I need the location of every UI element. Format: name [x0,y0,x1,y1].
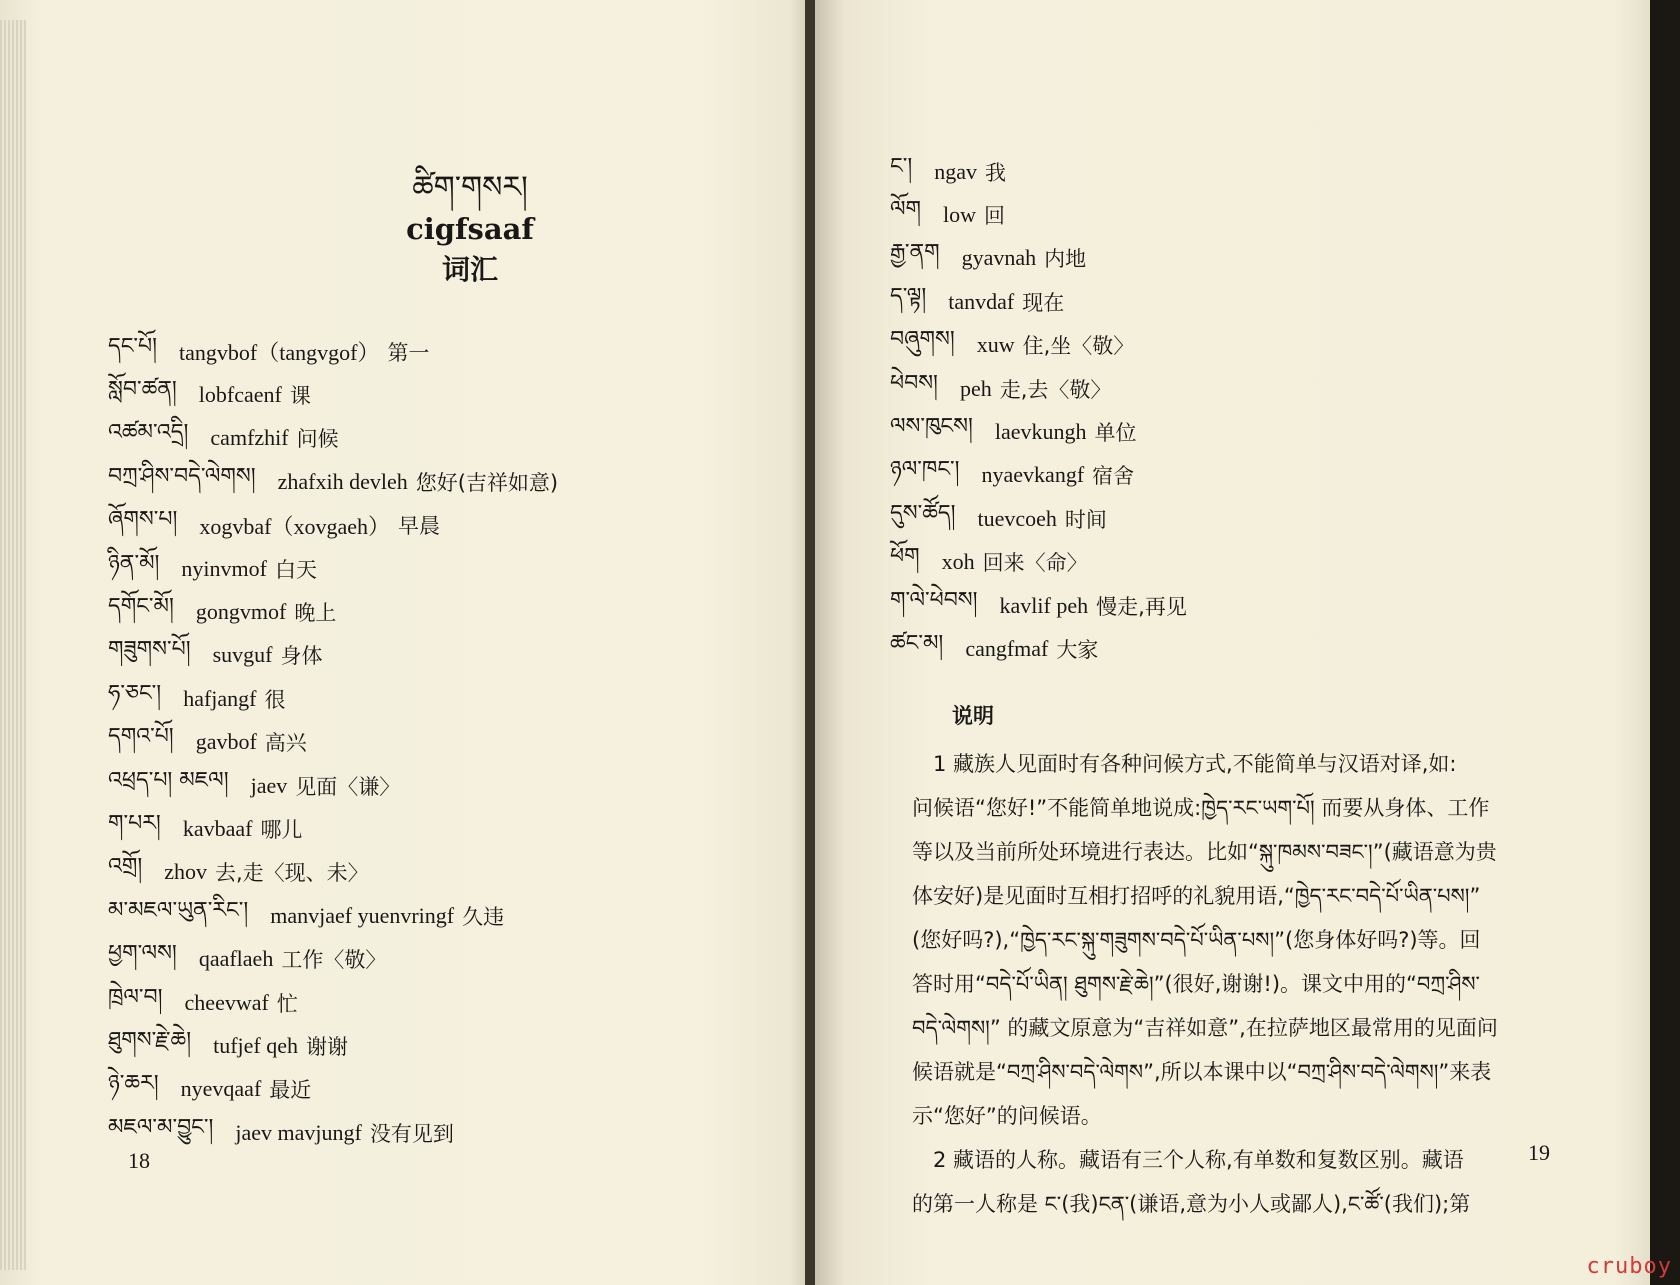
notes-line: 等以及当前所处环境进行表达。比如“སྐུ་ཁམས་བཟང་།”(藏语意为贵 [912,840,1497,864]
vocab-transliteration: hafjangf [183,685,257,711]
page-number-right: 19 [1528,1140,1550,1165]
vocab-entry [890,324,1630,367]
vocab-entry [108,373,788,416]
vocab-chinese: 住,坐〈敬〉 [1022,334,1135,359]
vocab-chinese: 课 [289,384,311,409]
vocab-transliteration: gavbof [195,729,257,755]
vocab-entry [890,367,1630,410]
vocab-tibetan: ལོག [890,197,922,223]
vocab-entry [108,894,788,937]
vocab-chinese: 现在 [1022,290,1065,315]
page-number-left: 18 [128,1148,150,1173]
page-edges-right [1650,0,1680,1285]
vocab-tibetan: ཕྱག་ལས། [108,941,177,967]
vocab-entry [890,280,1630,323]
vocab-entry [890,584,1630,627]
vocab-transliteration: low [943,202,977,228]
vocab-tibetan: ག་ལེ་ཕེབས། [890,587,978,613]
vocab-tibetan: ག་པར། [108,811,161,836]
vocab-entry [108,330,788,373]
vocab-tibetan: དུས་ཚོད། [890,500,956,526]
notes-line: བདེ་ལེགས།” 的藏文原意为“吉祥如意”,在拉萨地区最常用的见面问 [912,1016,1498,1040]
title-tibetan: ཚིག་གསར། [412,170,528,205]
vocab-entry [108,764,788,807]
vocab-chinese: 早晨 [397,514,440,539]
vocab-chinese: 我 [984,160,1006,185]
vocab-entry [108,677,788,720]
vocab-tibetan: ཕོག [890,544,920,570]
vocab-chinese: 晚上 [294,601,337,626]
vocab-transliteration: xoh [941,549,975,575]
vocab-transliteration: ngav [934,158,977,184]
vocab-chinese: 慢走,再见 [1096,594,1187,619]
vocab-tibetan: འཕྲད་པ། མཇལ། [108,767,229,793]
vocab-transliteration: xogvbaf（xovgaeh） [199,513,390,539]
vocab-chinese: 去,走〈现、未〉 [215,861,369,886]
vocab-transliteration: kavbaaf [182,815,253,841]
vocab-transliteration: nyinvmof [181,555,267,581]
vocab-transliteration: kavlif peh [999,592,1089,618]
vocab-chinese: 内地 [1044,247,1087,272]
vocab-chinese: 很 [264,687,286,712]
vocabulary-list-left [108,330,788,1154]
vocab-chinese: 宿舍 [1092,464,1135,489]
vocab-transliteration: camfzhif [210,425,289,451]
notes-line: 问候语“您好!”不能简单地说成:ཁྱེད་རང་ཡག་པོ། 而要从身体、工作 [912,796,1490,820]
page-edges-left [0,20,26,1270]
vocab-transliteration: lobfcaenf [198,382,282,408]
vocab-chinese: 大家 [1056,637,1099,662]
notes-heading: 说明 [952,704,994,728]
vocab-tibetan: ད་ལྟ། [890,283,927,309]
vocab-entry [108,460,788,503]
vocab-chinese: 哪儿 [260,817,303,842]
vocab-transliteration: peh [959,375,992,401]
vocab-transliteration: suvguf [212,642,273,668]
vocab-transliteration: nyaevkangf [981,462,1085,488]
vocab-transliteration: xuw [976,332,1015,358]
vocab-transliteration: jaev mavjungf [235,1119,362,1145]
vocab-tibetan: བཀྲ་ཤིས་བདེ་ལེགས། [108,463,256,489]
vocab-transliteration: tangvbof（tangvgof） [179,340,380,366]
notes-line: 示“您好”的问候语。 [912,1104,1102,1128]
vocab-tibetan: ཁྲེལ་བ། [108,984,163,1010]
vocab-chinese: 问候 [296,427,339,452]
vocab-transliteration: tufjef qeh [213,1032,299,1058]
vocab-entry [108,547,788,590]
notes-line: 1 藏族人见面时有各种问候方式,不能简单与汉语对译,如: [912,752,1457,776]
vocab-tibetan: དགའ་པོ། [108,724,174,750]
vocab-tibetan: ཐུགས་རྗེ་ཆེ། [108,1027,192,1053]
vocab-tibetan: ཚང་མ། [890,631,944,656]
vocab-tibetan: ང་། [890,153,913,179]
vocab-transliteration: nyevqaaf [180,1076,262,1102]
vocab-chinese: 白天 [274,557,317,582]
vocab-tibetan: ཞོགས་པ། [108,507,178,533]
vocab-transliteration: zhov [164,859,207,885]
notes-line: 的第一人称是 ང་(我)ངན་(谦语,意为小人或鄙人),ང་ཚོ་(我们);第 [912,1192,1471,1216]
vocabulary-list-right [890,150,1630,671]
notes-line: 答时用“བདེ་པོ་ཡིན། ཐུགས་རྗེ་ཆེ།”(很好,谢谢!)。课文中用的“བཀྲ་ཤིས་ [912,972,1480,996]
vocab-entry [890,497,1630,540]
vocab-chinese: 身体 [280,644,323,669]
vocab-transliteration: manvjaef yuenvringf [270,902,455,928]
vocab-chinese: 久违 [462,904,505,929]
vocab-entry [890,627,1630,670]
vocab-entry [108,981,788,1024]
vocab-transliteration: qaaflaeh [198,946,274,972]
vocab-chinese: 见面〈谦〉 [295,774,401,799]
vocab-entry [108,590,788,633]
vocab-tibetan: མ་མཇལ་ཡུན་རིང་། [108,897,249,923]
vocab-transliteration: cheevwaf [184,989,269,1015]
vocab-entry [890,193,1630,236]
vocab-transliteration: gongvmof [195,599,287,625]
vocab-entry [890,454,1630,497]
notes-body [912,742,1582,1226]
vocab-chinese: 高兴 [264,731,307,756]
left-page [0,0,812,1285]
vocab-transliteration: tuevcoeh [977,505,1057,531]
vocab-chinese: 回来〈命〉 [982,551,1088,576]
vocab-chinese: 第一 [387,340,430,365]
vocab-tibetan: དགོང་མོ། [108,594,174,620]
vocab-entry [890,237,1630,280]
vocab-chinese: 没有见到 [369,1121,454,1146]
vocab-entry [108,1111,788,1154]
vocab-tibetan: མཇལ་མ་བྱུང་། [108,1114,214,1140]
vocab-chinese: 单位 [1094,421,1137,446]
vocab-chinese: 谢谢 [306,1034,349,1059]
vocab-chinese: 走,去〈敬〉 [999,377,1112,402]
vocab-transliteration: tanvdaf [948,288,1015,314]
vocab-transliteration: cangfmaf [965,635,1049,661]
vocab-entry [108,634,788,677]
vocab-tibetan: ཉེ་ཆར། [108,1071,159,1097]
vocab-chinese: 您好(吉祥如意) [415,470,559,495]
vocab-transliteration: zhafxih devleh [277,468,408,494]
vocab-entry [890,410,1630,453]
vocab-chinese: 工作〈敬〉 [281,948,387,973]
notes-line: 2 藏语的人称。藏语有三个人称,有单数和复数区别。藏语 [912,1148,1464,1172]
vocab-chinese: 回 [984,204,1006,229]
vocab-entry [890,150,1630,193]
vocab-entry [890,541,1630,584]
title-chinese: 词汇 [441,253,498,286]
vocab-tibetan: རྒྱ་ནག [890,240,940,266]
notes-line: 候语就是“བཀྲ་ཤིས་བདེ་ལེགས”,所以本课中以“བཀྲ་ཤིས་བདེ་ལེགས།”来表 [912,1060,1492,1084]
vocab-tibetan: ཕེབས། [890,370,938,396]
vocab-transliteration: jaev [250,772,288,798]
vocab-tibetan: ལས་ཁུངས། [890,414,973,440]
watermark: cruboy [1586,1254,1672,1279]
vocab-tibetan: ཉལ་ཁང་། [890,457,960,483]
title-latin: cigfsaaf [406,212,534,246]
vocabulary-title [340,168,600,290]
vocab-entry [108,504,788,547]
vocab-tibetan: དང་པོ། [108,333,158,359]
vocab-transliteration: gyavnah [961,245,1037,271]
vocab-transliteration: laevkungh [994,419,1087,445]
notes-line: (您好吗?),“ཁྱེད་རང་སྐུ་གཟུགས་བདེ་པོ་ཡིན་པས།”(您身体好吗?)等。回 [912,928,1481,952]
vocab-tibetan: འཚམ་འདྲི། [108,420,189,446]
vocab-chinese: 时间 [1064,507,1107,532]
vocab-tibetan: ཧ་ཅང་། [108,680,162,706]
notes-line: 体安好)是见面时互相打招呼的礼貌用语,“ཁྱེད་རང་བདེ་པོ་ཡིན་པས།” [912,884,1481,908]
vocab-tibetan: གཟུགས་པོ། [108,637,191,663]
vocab-chinese: 最近 [269,1078,312,1103]
vocab-tibetan: སློབ་ཚན། [108,377,177,403]
vocab-tibetan: ཉིན་མོ། [108,550,160,576]
vocab-tibetan: བཞུགས། [890,327,955,353]
vocab-entry [108,1024,788,1067]
vocab-tibetan: འགྲོ། [108,854,143,880]
vocab-chinese: 忙 [276,991,298,1016]
